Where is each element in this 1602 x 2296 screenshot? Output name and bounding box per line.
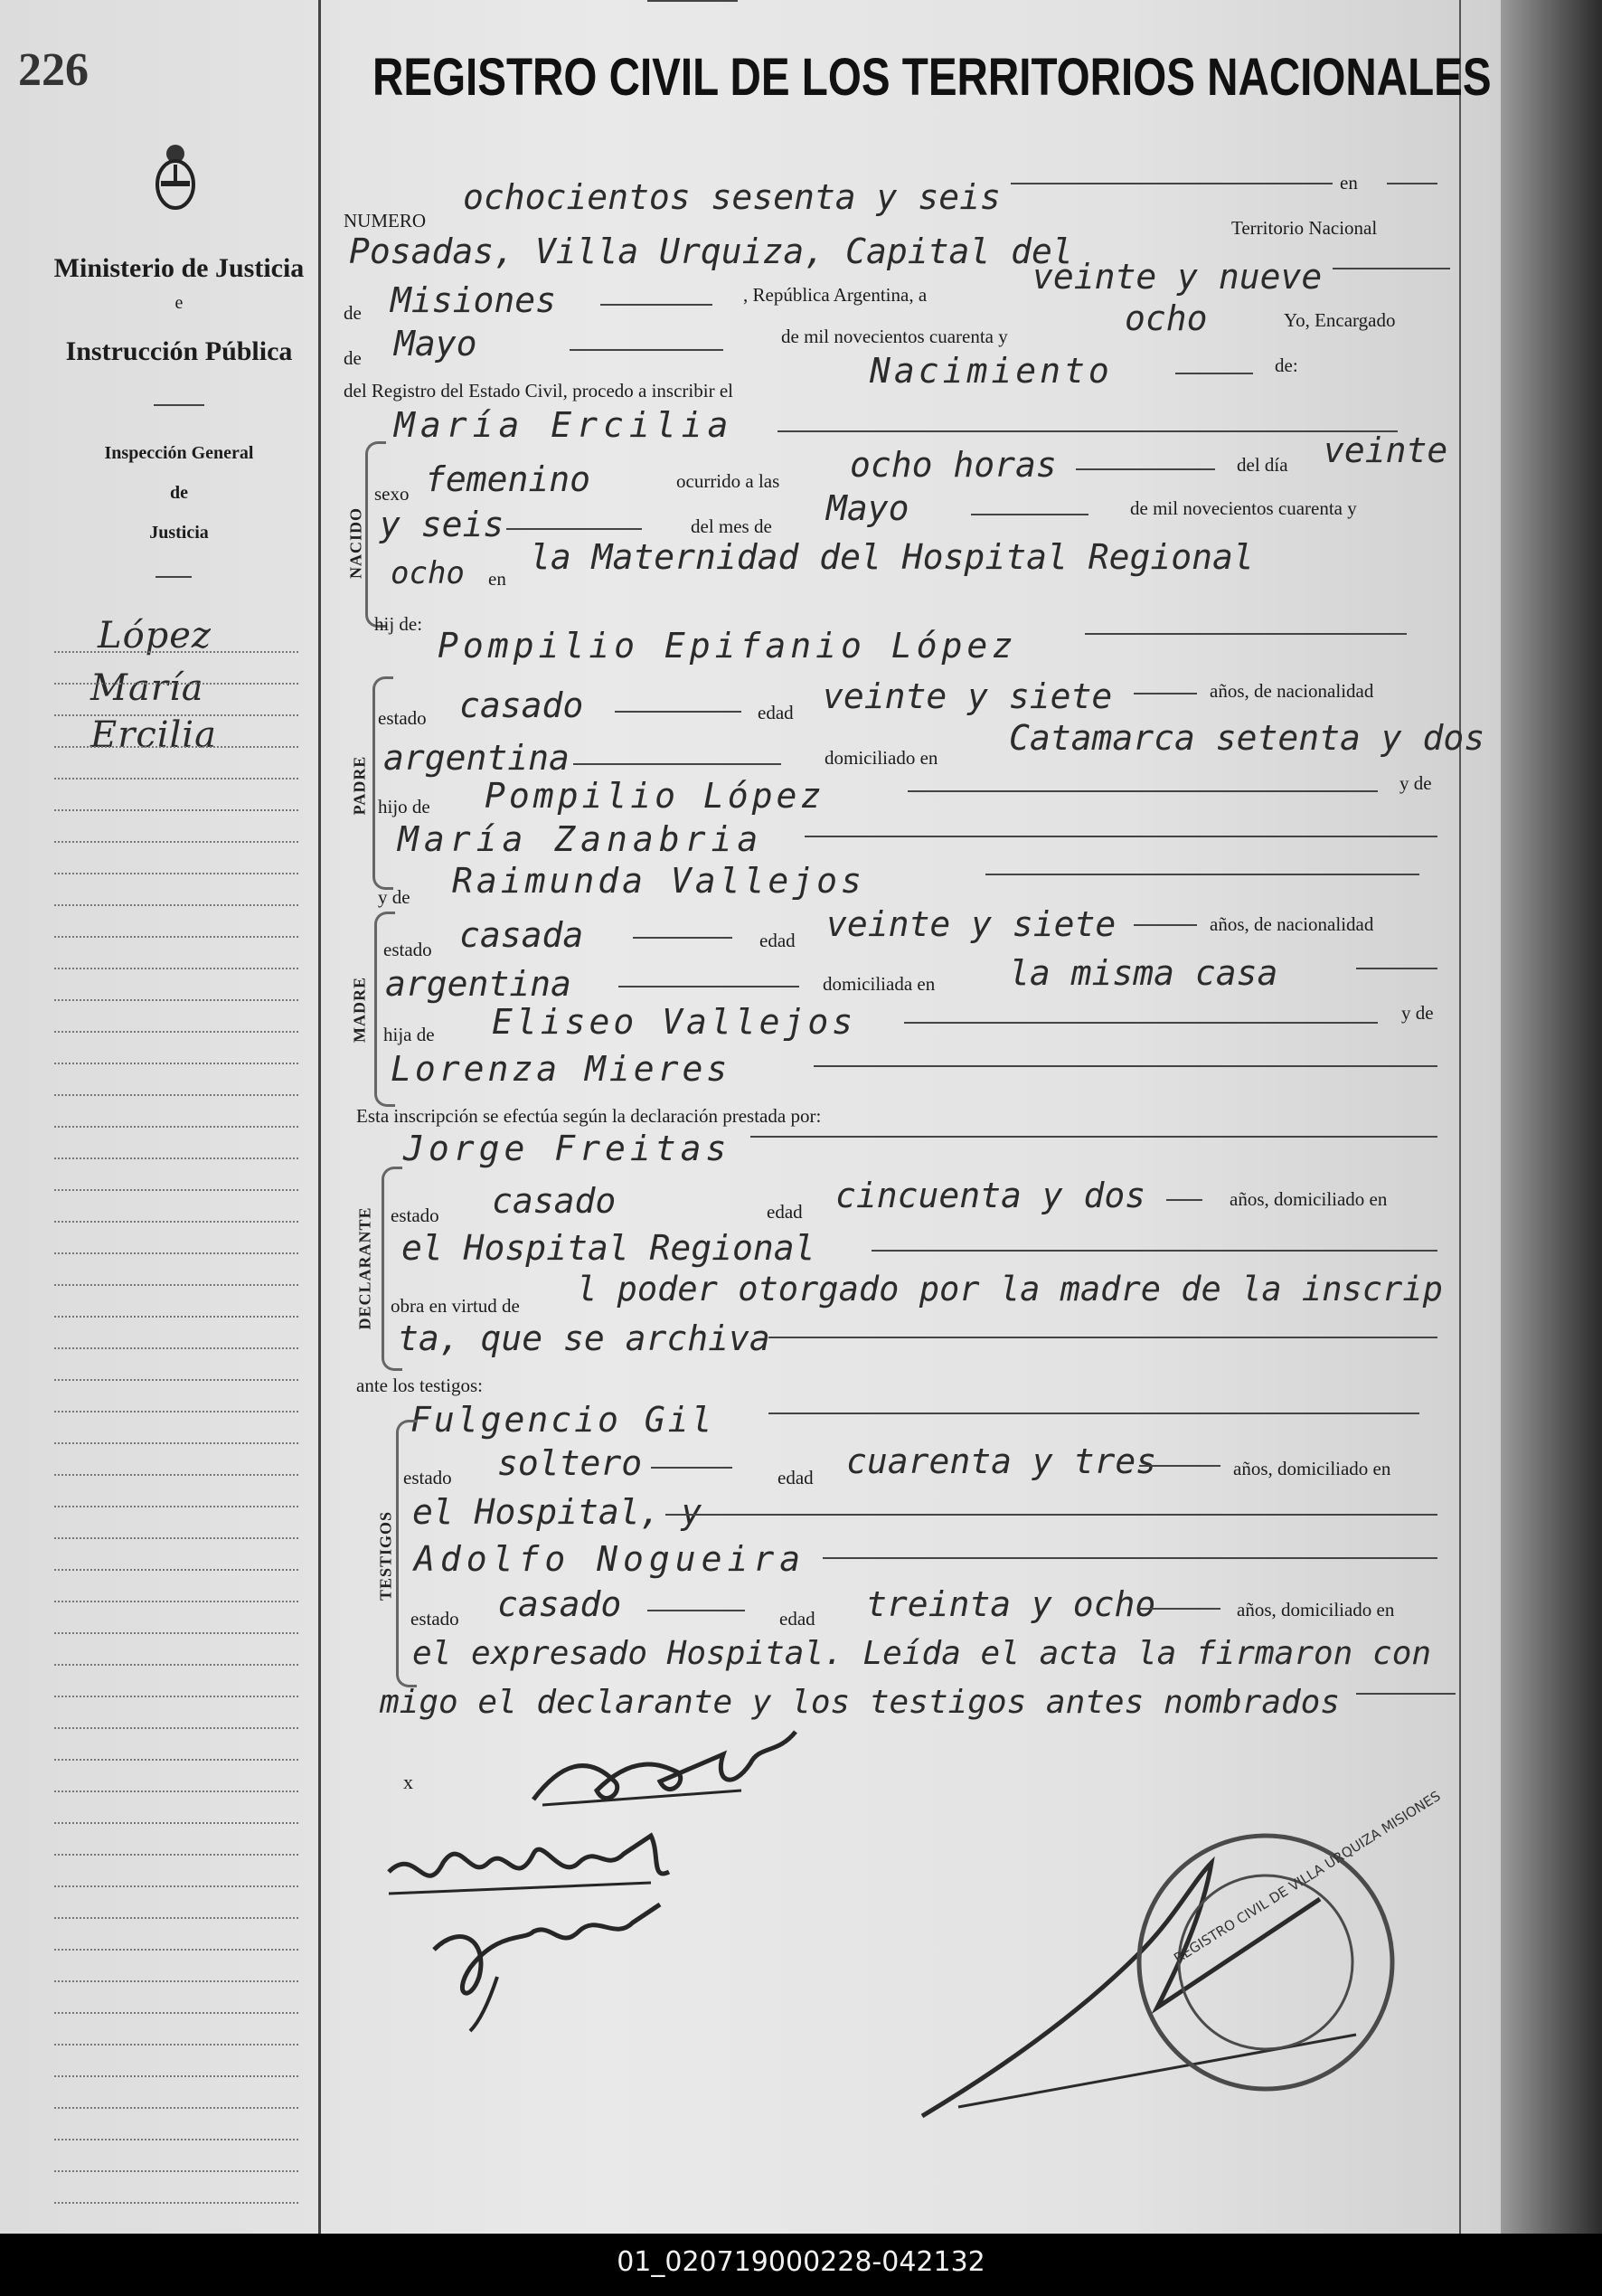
hand-anio-nac: ocho (391, 555, 465, 591)
hand-decl-estado: casado (492, 1181, 617, 1221)
margin-rule-line (54, 1157, 298, 1159)
margin-rule-line (54, 1759, 298, 1761)
label-territorio: Territorio Nacional (1231, 217, 1378, 239)
label-edad-decl: edad (767, 1201, 803, 1223)
hand-territorio: Misiones (391, 280, 557, 320)
hand-madre: Raimunda Vallejos (452, 861, 865, 901)
section-label-declarante: DECLARANTE (355, 1206, 374, 1330)
margin-rule-line (54, 1632, 298, 1634)
section-label-testigos: TESTIGOS (376, 1510, 395, 1602)
margin-rule-line (54, 1442, 298, 1444)
label-republica: , República Argentina, a (743, 284, 928, 306)
margin-rule-line (54, 1696, 298, 1697)
hand-mes: Mayo (394, 324, 477, 364)
label-mil-novecientos: de mil novecientos cuarenta y (781, 326, 1008, 347)
margin-rule-line (54, 1537, 298, 1539)
label-y-de-madre-2: y de (1401, 1002, 1434, 1024)
margin-rule-line (54, 1791, 298, 1792)
margin-rule-line (54, 2170, 298, 2172)
hand-madre-dom: la misma casa (1009, 953, 1278, 993)
label-estado-t1: estado (403, 1467, 452, 1488)
label-y-de-padre: y de (1399, 772, 1432, 794)
inspection-line1: Inspección General (104, 443, 254, 463)
signature-declarante (506, 1727, 814, 1827)
margin-rule-line (54, 1031, 298, 1033)
margin-rule-line (54, 904, 298, 906)
label-anos-padre: años, de nacionalidad (1210, 680, 1374, 702)
hand-padre-edad: veinte y siete (823, 676, 1113, 716)
label-y-de-madre: y de (378, 886, 410, 908)
label-mil-novecientos-2: de mil novecientos cuarenta y (1130, 497, 1357, 519)
label-de-2: de (344, 347, 362, 369)
hand-padre-nac: argentina (383, 738, 570, 778)
margin-rule-line (54, 1316, 298, 1318)
hand-obra1: l poder otorgado por la madre de la inscrip (577, 1270, 1443, 1309)
hand-testigo2: Adolfo Nogueira (414, 1539, 806, 1579)
margin-rule-line (54, 683, 298, 685)
margin-rule-line (54, 936, 298, 938)
label-domiciliado-padre: domiciliado en (825, 747, 938, 769)
margin-rule-line (54, 1379, 298, 1381)
hand-nombre: María Ercilia (394, 405, 734, 445)
label-estado-t2: estado (410, 1608, 459, 1630)
book-binding-edge (1501, 0, 1602, 2234)
label-en-2: en (488, 568, 506, 590)
margin-rule-line (54, 2075, 298, 2077)
margin-rule-line (54, 1822, 298, 1824)
hand-dia2: y seis (380, 505, 504, 544)
label-ocurrido: ocurrido a las (676, 470, 780, 492)
label-del-mes: del mes de (691, 515, 772, 537)
margin-rule-line (54, 1063, 298, 1064)
margin-name2: Ercilia (90, 714, 217, 756)
label-edad-padre: edad (758, 702, 794, 723)
section-label-madre: MADRE (350, 977, 369, 1043)
label-anos-decl: años, domiciliado en (1230, 1188, 1388, 1210)
ministry-line3: Instrucción Pública (65, 336, 293, 366)
hand-anio: ocho (1125, 298, 1208, 338)
margin-surname: López (98, 615, 212, 657)
margin-rule-line (54, 1506, 298, 1507)
label-edad-t1: edad (777, 1467, 814, 1488)
ministry-line2: e (174, 293, 184, 313)
label-estado-decl: estado (391, 1205, 439, 1226)
margin-rule-line (54, 2107, 298, 2109)
hand-abuelo-m: Eliseo Vallejos (492, 1002, 857, 1042)
label-de-colon: de: (1275, 354, 1298, 376)
margin-rule-line (54, 1854, 298, 1856)
label-anos-t1: años, domiciliado en (1233, 1458, 1391, 1479)
hand-padre: Pompilio Epifanio López (438, 626, 1018, 666)
hand-numero: ochocientos sesenta y seis (463, 177, 1001, 217)
margin-rule-line (54, 1980, 298, 1982)
stamp-text: REGISTRO CIVIL DE VILLA URQUIZA MISIONES (1171, 1787, 1444, 1967)
hand-fecha-dia: veinte y nueve (1032, 257, 1323, 297)
ministry-line1: Ministerio de Justicia (53, 253, 305, 283)
label-domiciliada: domiciliada en (823, 973, 936, 995)
label-del-dia: del día (1237, 454, 1288, 476)
hand-madre-estado: casada (459, 915, 584, 955)
margin-rule-line (54, 1126, 298, 1128)
label-anos-t2: años, domiciliado en (1237, 1599, 1395, 1620)
hand-hora: ocho horas (850, 445, 1057, 485)
label-obra: obra en virtud de (391, 1295, 520, 1317)
hand-abuela-m: Lorenza Mieres (391, 1049, 731, 1089)
margin-rule-line (54, 999, 298, 1001)
margin-rule-line (54, 651, 298, 653)
inspection-line3: Justicia (149, 523, 209, 543)
label-hijo-de-padre: hijo de (378, 796, 430, 817)
margin-rule-line (54, 2044, 298, 2046)
margin-rule-line (54, 809, 298, 811)
label-edad-t2: edad (779, 1608, 815, 1630)
margin-rule-line (54, 1885, 298, 1887)
hand-decl-edad: cincuenta y dos (835, 1176, 1146, 1215)
margin-rule-line (54, 746, 298, 748)
hand-t1-edad: cuarenta y tres (846, 1441, 1157, 1481)
hand-acto: Nacimiento (870, 351, 1113, 391)
label-registro: del Registro del Estado Civil, procedo a inscribir el (344, 380, 733, 402)
footer-bar (0, 2234, 1602, 2296)
hand-sexo: femenino (425, 459, 591, 499)
hand-decl-dom: el Hospital Regional (401, 1228, 815, 1268)
margin-name1: María (90, 667, 204, 709)
margin-rule-line (54, 1664, 298, 1666)
hand-mes-nac: Mayo (826, 488, 909, 528)
margin-rule-line (54, 1252, 298, 1254)
page-number: 226 (18, 44, 89, 96)
label-ante: ante los testigos: (356, 1375, 483, 1396)
column-divider (318, 0, 321, 2234)
hand-lugar-nac: la Maternidad del Hospital Regional (530, 537, 1254, 577)
hand-dia1: veinte (1324, 430, 1448, 470)
margin-rule-line (54, 1474, 298, 1476)
margin-rule-line (54, 778, 298, 780)
label-yo-encargado: Yo, Encargado (1284, 309, 1396, 331)
signature-testigo2 (416, 1895, 687, 2040)
margin-rule-line (54, 1284, 298, 1286)
label-anos-madre: años, de nacionalidad (1210, 913, 1374, 935)
document-title: REGISTRO CIVIL DE LOS TERRITORIOS NACIONALES (372, 48, 1492, 107)
hand-testigo1: Fulgencio Gil (410, 1400, 715, 1440)
document-id: 01_020719000228-042132 (617, 2246, 985, 2278)
label-x: x (403, 1771, 413, 1793)
official-stamp-icon (1130, 1827, 1401, 2098)
margin-rule-line (54, 1411, 298, 1413)
coat-of-arms-icon (150, 141, 201, 213)
margin-rule-line (54, 1949, 298, 1951)
label-inscripcion: Esta inscripción se efectúa según la declaración prestada por: (356, 1105, 822, 1127)
label-de-1: de (344, 302, 362, 324)
margin-rule-line (54, 1569, 298, 1571)
hand-abuelo-p: Pompilio López (485, 776, 825, 816)
margin-rule-line (54, 1221, 298, 1223)
page-edge-line (1459, 0, 1461, 2234)
label-sexo: sexo (374, 483, 410, 505)
hand-t2-estado: casado (497, 1584, 622, 1624)
hand-lugar: Posadas, Villa Urquiza, Capital del (349, 231, 1073, 271)
hand-t2-edad: treinta y ocho (866, 1584, 1156, 1624)
label-estado-madre: estado (383, 939, 432, 960)
hand-declarante: Jorge Freitas (403, 1129, 731, 1168)
margin-rule-line (54, 873, 298, 874)
hand-madre-nac: argentina (385, 964, 571, 1004)
margin-rule-line (54, 714, 298, 716)
section-label-nacido: NACIDO (346, 507, 365, 580)
hand-t1-dom: el Hospital, y (412, 1492, 702, 1532)
hand-cierre1: el expresado Hospital. Leída el acta la firmaron con (412, 1635, 1432, 1672)
label-hija-de: hija de (383, 1024, 435, 1045)
margin-rule-line (54, 1189, 298, 1191)
hand-padre-estado: casado (459, 685, 584, 725)
margin-rule-line (54, 1727, 298, 1729)
margin-rule-line (54, 968, 298, 969)
label-numero: NUMERO (344, 210, 427, 231)
label-hijo-de: hij de: (374, 613, 423, 635)
margin-rule-line (54, 1917, 298, 1919)
label-estado-padre: estado (378, 707, 427, 729)
hand-madre-edad: veinte y siete (826, 904, 1117, 944)
margin-rule-line (54, 2012, 298, 2014)
margin-rule-line (54, 1601, 298, 1602)
margin-rule-line (54, 841, 298, 843)
hand-abuela-p: María Zanabria (398, 819, 764, 859)
margin-rule-line (54, 2202, 298, 2204)
hand-padre-dom: Catamarca setenta y dos (1009, 718, 1485, 758)
hand-cierre2: migo el declarante y los testigos antes nombrados (380, 1684, 1341, 1721)
margin-rule-line (54, 2139, 298, 2140)
hand-t1-estado: soltero (497, 1443, 643, 1483)
section-label-padre: PADRE (350, 755, 369, 816)
label-en: en (1340, 172, 1358, 194)
hand-obra2: ta, que se archiva (398, 1318, 770, 1358)
margin-rule-line (54, 1094, 298, 1096)
inspection-line2: de (170, 483, 188, 503)
margin-rule-line (54, 1347, 298, 1349)
label-edad-madre: edad (759, 930, 796, 951)
